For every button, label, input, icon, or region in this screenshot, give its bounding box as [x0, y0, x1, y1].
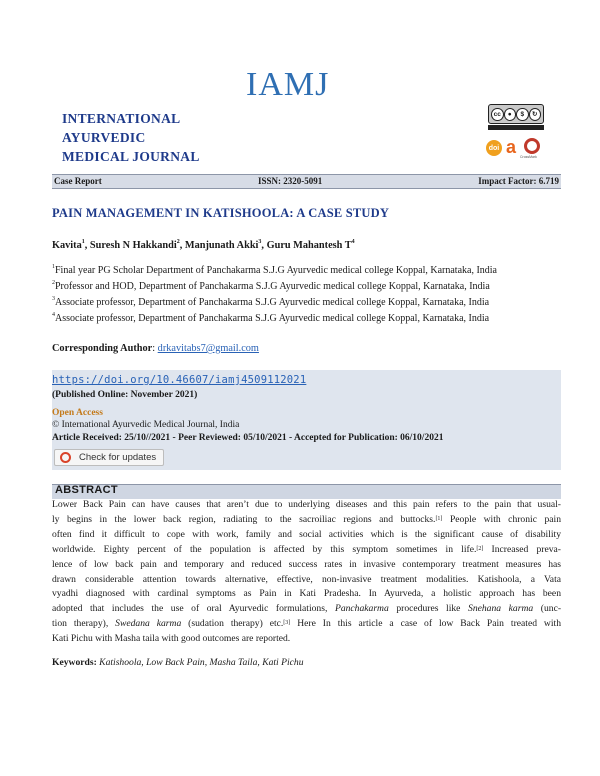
citation-marker: [3]	[283, 620, 291, 627]
author-name: Suresh N Hakkandi	[89, 240, 177, 251]
doi-link[interactable]: https://doi.org/10.46607/iamj4509112021	[52, 374, 307, 386]
corresponding-author: Corresponding Author: drkavitabs7@gmail.com	[52, 343, 259, 354]
sa-icon: ↻	[529, 108, 542, 121]
abstract-text: drawn considerable attention towards alternative, effective, non-invasive treatment modalities. Katishoola, a Vata	[52, 573, 561, 585]
abstract-line	[52, 543, 561, 558]
author-name: Manjunath Akki	[184, 240, 259, 251]
abstract-text: vyadhi diagnosed with cardinal symptoms as Pain in Kati Pradesha. In Ayurveda, a holistic approach has been	[52, 588, 561, 600]
affiliation: $^3$Associate professor, Department of Panchakarma S.J.G Ayurvedic medical college Koppal, Karnataka, India	[52, 296, 490, 308]
abstract-body	[52, 498, 561, 647]
copyright: © International Ayurvedic Medical Journal, India	[52, 420, 240, 430]
abstract-text: Snehana karma	[468, 603, 534, 615]
abstract-line	[52, 617, 561, 632]
issn: ISSN: 2320-5091	[258, 176, 323, 186]
abstract-text: Kati Pichu with Masha taila with good outcomes are reported.	[52, 633, 291, 645]
abstract-text: often find it difficult to cope with work, family and social activities which is the significant cause of disability	[52, 528, 561, 540]
abstract-text: lence of low back pain and temporary and reduced success rates in invasive contemporary treatment measures has	[52, 558, 561, 570]
abstract-heading-bar	[52, 484, 561, 499]
abstract-text: (sudation therapy) etc.	[181, 618, 284, 630]
author-separator: ,	[261, 240, 267, 251]
abstract-text: adopted that includes the use of oral Ayurvedic formulations,	[52, 603, 335, 615]
citation-marker: [1]	[435, 515, 443, 522]
author-separator: ,	[179, 240, 185, 251]
abstract-line	[52, 602, 561, 617]
check-for-updates-button[interactable]	[54, 449, 164, 466]
keywords	[52, 657, 304, 668]
abstract-line	[52, 513, 561, 528]
keywords-text: Katishoola, Low Back Pain, Masha Taila, Kati Pichu	[99, 657, 304, 668]
corresponding-email-link[interactable]: drkavitabs7@gmail.com	[157, 343, 259, 354]
published-online: (Published Online: November 2021)	[52, 390, 198, 400]
article-info-bar	[52, 174, 561, 189]
author-affiliation-marker: 4	[351, 239, 355, 245]
nc-icon: $	[516, 108, 529, 121]
author-affiliation-marker: 1	[81, 239, 85, 245]
creative-commons-license-icon[interactable]	[488, 104, 544, 124]
abstract-text: procedures like	[388, 603, 469, 615]
abstract-heading: ABSTRACT	[55, 484, 118, 496]
journal-name-line: INTERNATIONAL	[62, 111, 181, 126]
crossmark-label: CrossMark	[520, 155, 537, 159]
article-title: PAIN MANAGEMENT IN KATISHOOLA: A CASE STUDY	[52, 206, 390, 220]
journal-name-line: AYURVEDIC	[62, 130, 146, 145]
crossmark-icon[interactable]	[524, 138, 540, 154]
check-updates-icon	[60, 452, 71, 463]
doi-icon[interactable]: doi	[486, 140, 502, 156]
abstract-text: (unc-	[533, 603, 562, 615]
author-name: Guru Mahantesh T	[266, 240, 352, 251]
author-affiliation-marker: 2	[176, 239, 180, 245]
author-list	[52, 240, 355, 251]
journal-logo: IAMJ	[246, 66, 330, 103]
journal-name	[62, 109, 200, 166]
author-separator: ,	[84, 240, 90, 251]
by-icon: ●	[504, 108, 517, 121]
impact-factor: Impact Factor: 6.719	[478, 176, 559, 186]
abstract-text: worldwide. Eighty percent of the population is affected by this symptom sometimes in life.	[52, 543, 477, 555]
abstract-line	[52, 498, 561, 513]
abstract-text: ly begins in the lower back region, radiating to the sacroiliac regions and buttocks.	[52, 513, 436, 525]
author-name: Kavita	[52, 240, 82, 251]
open-access-icon: a	[506, 137, 517, 157]
abstract-line	[52, 558, 561, 573]
abstract-text: tion therapy),	[52, 618, 116, 630]
abstract-line	[52, 528, 561, 543]
check-updates-label: Check for updates	[79, 452, 157, 463]
abstract-text: Panchakarma	[334, 603, 389, 615]
affiliation: $^4$Associate professor, Department of Panchakarma S.J.G Ayurvedic medical college Koppal, Karnataka, India	[52, 312, 490, 324]
cc-license-caption-bar	[488, 125, 544, 130]
abstract-text: Swedana karma	[115, 618, 182, 630]
open-access-label: Open Access	[52, 408, 103, 418]
abstract-text: Here In this article a case of low Back Pain treated with	[290, 618, 561, 630]
affiliation: $^1$Final year PG Scholar Department of Panchakarma S.J.G Ayurvedic medical college Koppal, Karnataka, India	[52, 264, 497, 276]
corresponding-author-label: Corresponding Author	[52, 343, 153, 354]
abstract-line	[52, 587, 561, 602]
abstract-text: Increased preva-	[483, 543, 561, 555]
author-affiliation-marker: 3	[258, 239, 262, 245]
abstract-line	[52, 573, 561, 588]
abstract-text: Lower Back Pain can have causes that aren’t due to underlying diseases and this pain refers to the pain that usual-	[52, 499, 561, 510]
journal-name-line: MEDICAL JOURNAL	[62, 149, 200, 164]
citation-marker: [2]	[476, 545, 484, 552]
abstract-line	[52, 632, 561, 647]
article-type: Case Report	[54, 176, 102, 186]
keywords-label: Keywords:	[52, 657, 97, 668]
abstract-text: People with chronic pain	[442, 513, 561, 525]
cc-icon: cc	[491, 108, 504, 121]
affiliation: $^2$Professor and HOD, Department of Panchakarma S.J.G Ayurvedic medical college Koppal, Karnataka, India	[52, 280, 490, 292]
article-dates: Article Received: 25/10//2021 - Peer Reviewed: 05/10/2021 - Accepted for Publication: 06/10/2021	[52, 433, 444, 443]
